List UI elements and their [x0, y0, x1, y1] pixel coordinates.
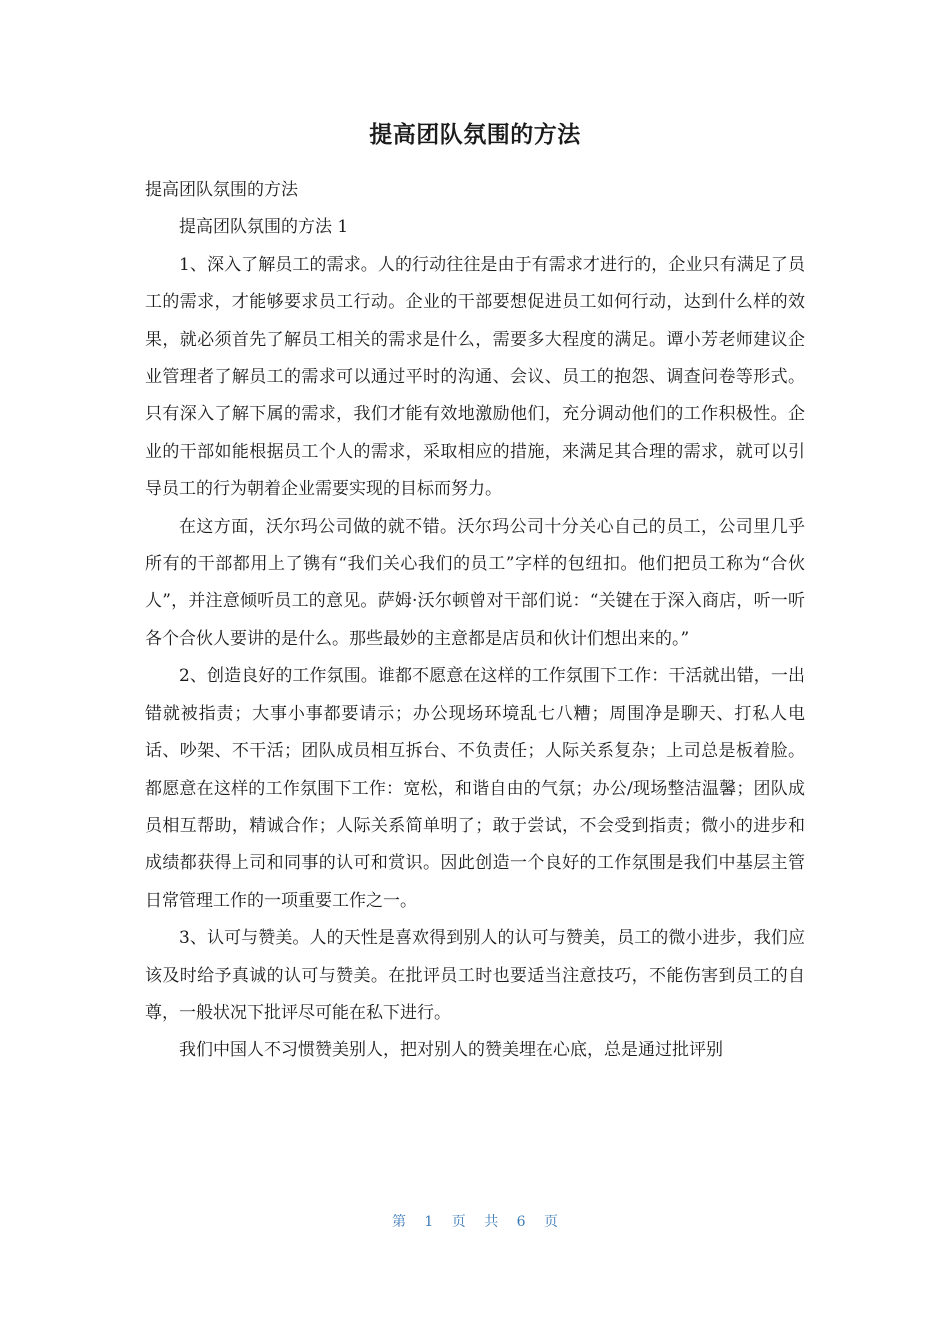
- paragraph-chinese-habit: 我们中国人不习惯赞美别人，把对别人的赞美埋在心底，总是通过批评别: [179, 1040, 723, 1061]
- paragraph-atmosphere: 2、创造良好的工作氛围。谁都不愿意在这样的工作氛围下工作：干活就出错，一出错就被指责；大事小事都要请示；办公现场环境乱七八糟；周围净是聊天、打私人电话、吵架、不干活；团队成员相互拆台、不负责任；人际关系复杂；上司总是板着脸。都愿意在这样的工作氛围下工作：宽松，和谐自由的气氛；办公/现场整洁温馨；团队成员相互帮助，精诚合作；人际关系简单明了；敢于尝试，不会受到指责；微小的进步和成绩都获得上司和同事的认可和赏识。因此创造一个良好的工作氛围是我们中基层主管日常管理工作的一项重要工作之一。: [145, 666, 805, 911]
- document-title: 提高团队氛围的方法: [369, 122, 581, 148]
- document-body: [145, 172, 805, 1070]
- paragraph-needs: 1、深入了解员工的需求。人的行动往往是由于有需求才进行的，企业只有满足了员工的需求，才能够要求员工行动。企业的干部要想促进员工如何行动，达到什么样的效果，就必须首先了解员工相关的需求是什么，需要多大程度的满足。谭小芳老师建议企业管理者了解员工的需求可以通过平时的沟通、会议、员工的抱怨、调查问卷等形式。只有深入了解下属的需求，我们才能有效地激励他们，充分调动他们的工作积极性。企业的干部如能根据员工个人的需求，采取相应的措施，来满足其合理的需求，就可以引导员工的行为朝着企业需要实现的目标而努力。: [145, 254, 805, 500]
- paragraph-walmart: 在这方面，沃尔玛公司做的就不错。沃尔玛公司十分关心自己的员工，公司里几乎所有的干部都用上了镌有“我们关心我们的员工”字样的包纽扣。他们把员工称为“合伙人”，并注意倾听员工的意见。萨姆·沃尔顿曾对干部们说：“关键在于深入商店，听一听各个合伙人要讲的是什么。那些最妙的主意都是店员和伙计们想出来的。”: [145, 516, 805, 649]
- paragraph-praise: 3、认可与赞美。人的天性是喜欢得到别人的认可与赞美，员工的微小进步，我们应该及时给予真诚的认可与赞美。在批评员工时也要适当注意技巧，不能伤害到员工的自尊，一般状况下批评尽可能在私下进行。: [145, 928, 805, 1023]
- section-heading: 提高团队氛围的方法 1: [179, 217, 349, 238]
- page-indicator: 第 1 页 共 6 页: [391, 1214, 559, 1230]
- document-subtitle: 提高团队氛围的方法: [145, 180, 298, 200]
